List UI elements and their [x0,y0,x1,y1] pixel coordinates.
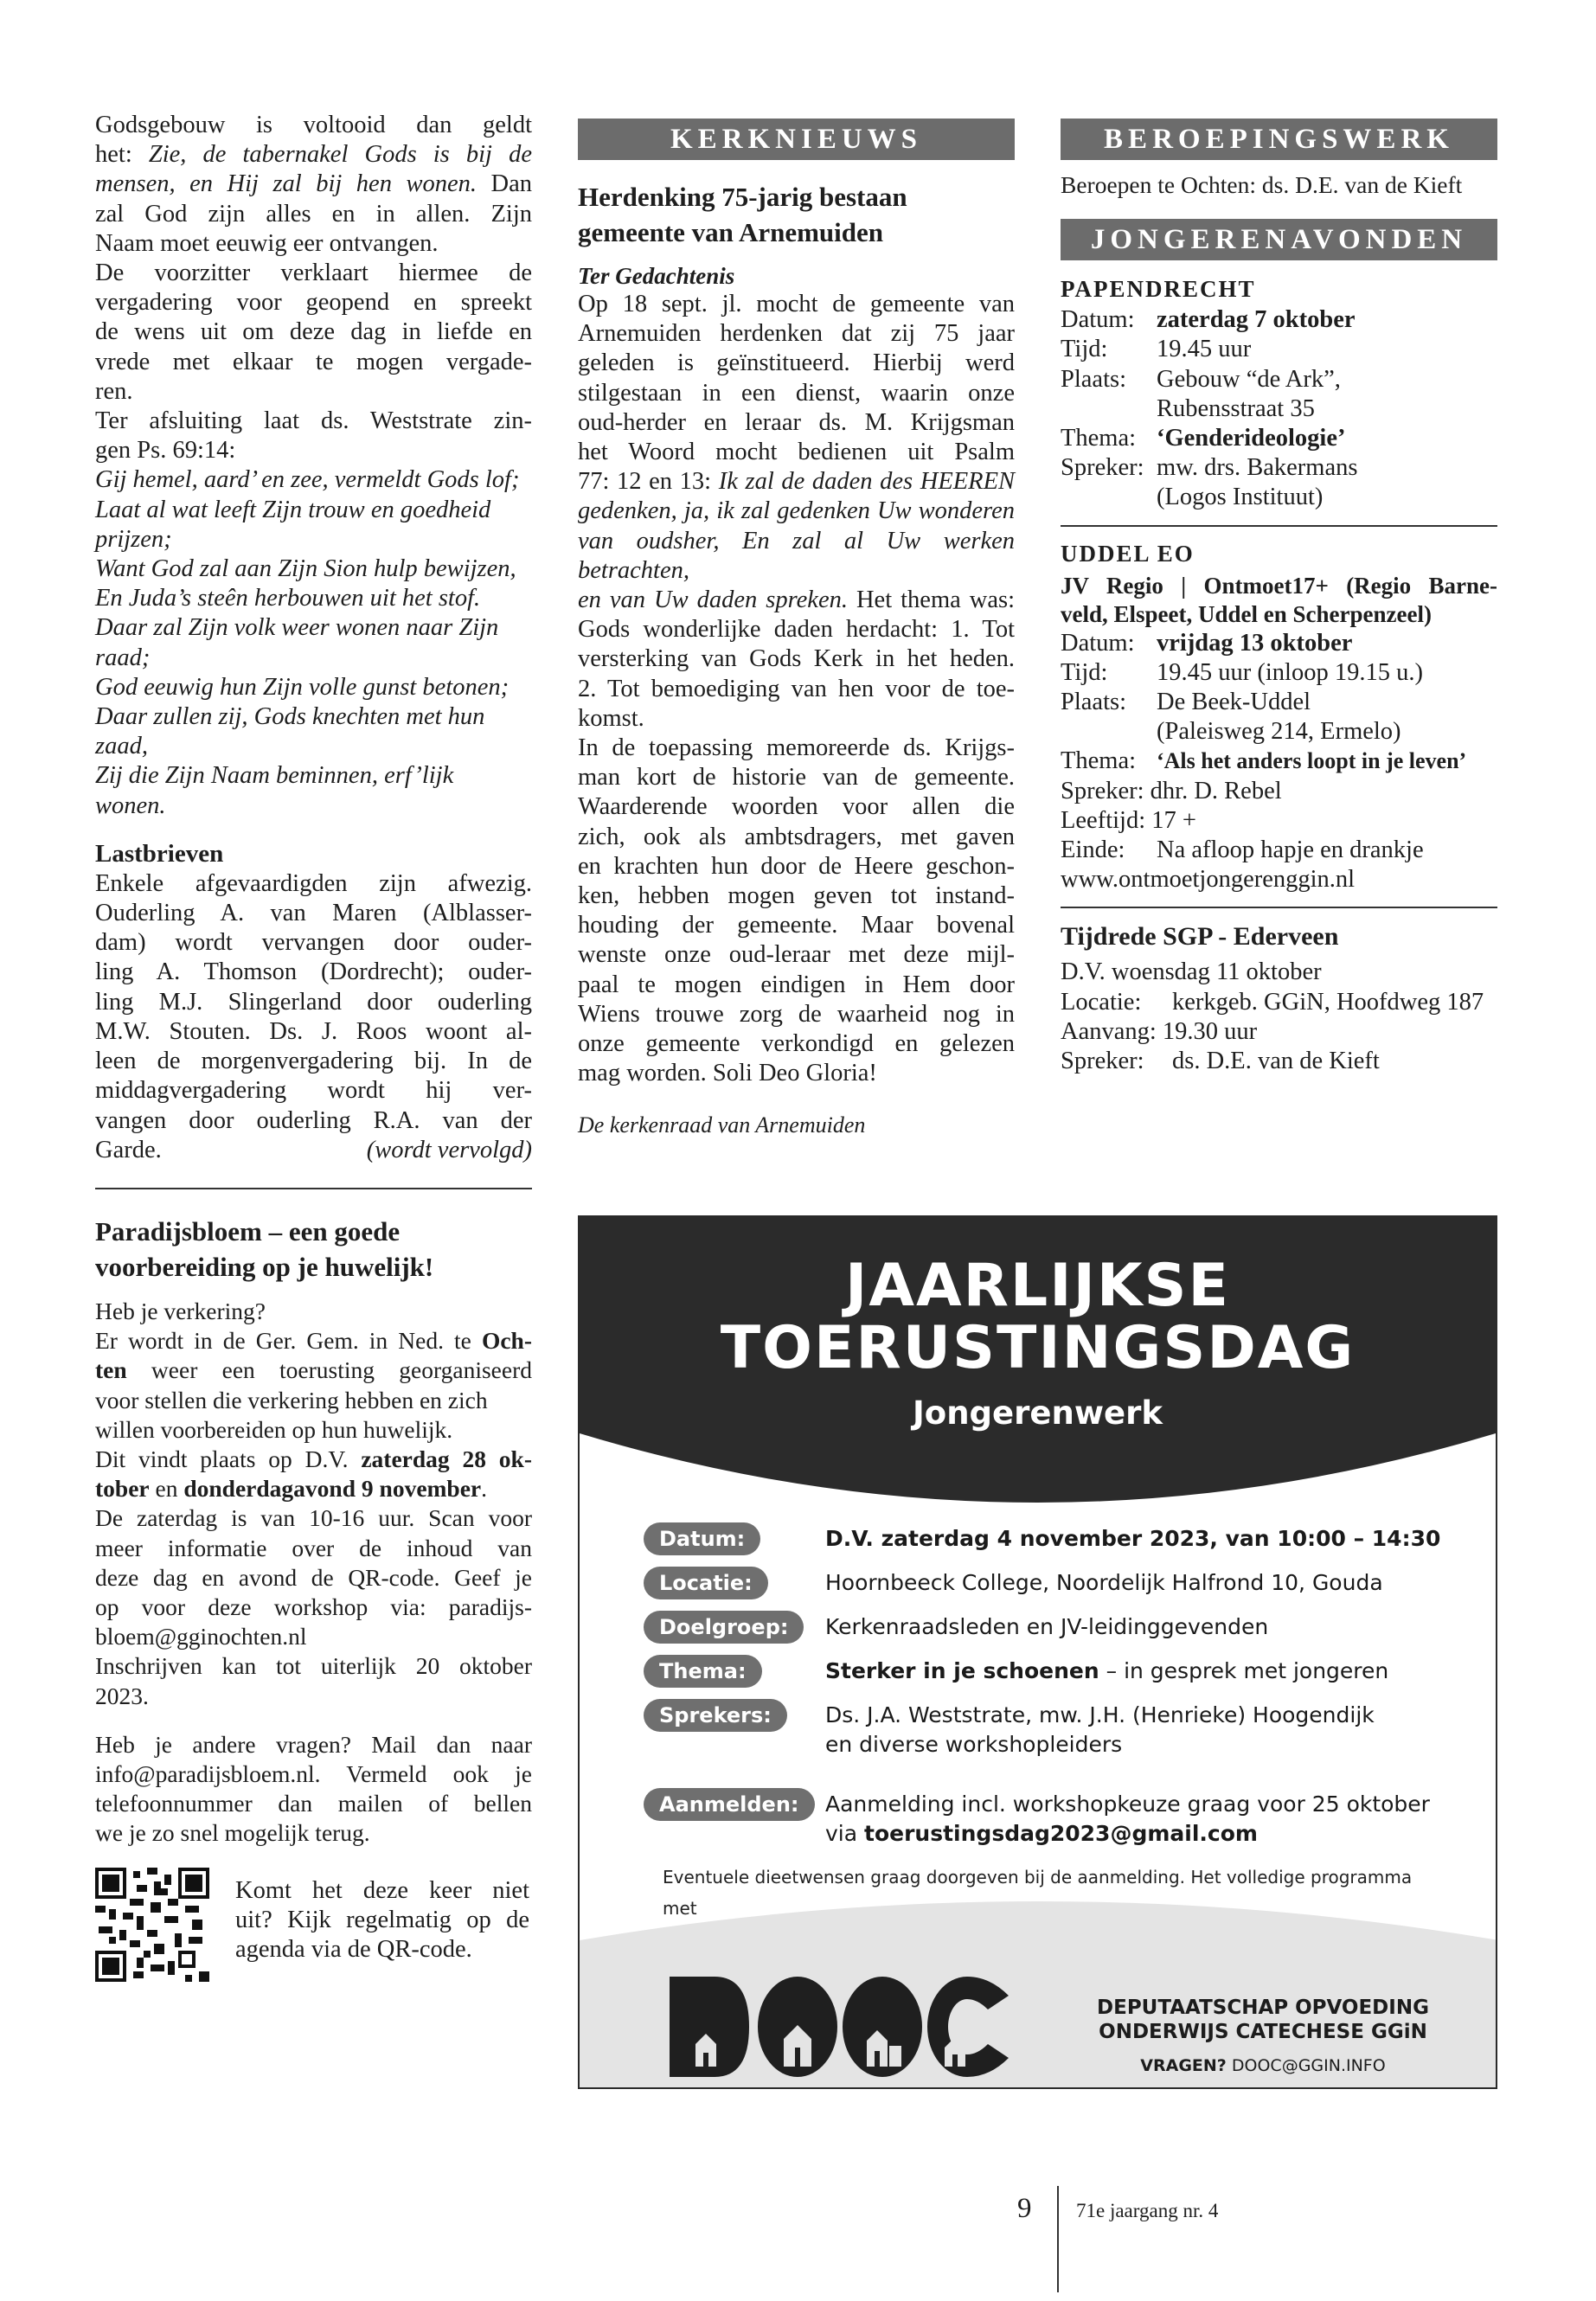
column-left [95,111,532,1982]
text-line: dam) wordt vervangen door ouder- [95,929,532,957]
detail-row: Locatie: kerkgeb. GGiN, Hoofdweg 187 [1061,988,1484,1016]
text-line: uit? Kijk regelmatig op de [235,1906,529,1933]
section-banner-jongerenavonden: JONGERENAVONDEN [1061,219,1497,260]
text-line: Ter afsluiting laat ds. Weststrate zin- [95,407,532,435]
text-line: meer informatie over de inhoud van [95,1534,532,1561]
toerustingsdag-advertisement [578,1215,1497,2089]
lastbrieven-paragraph [95,869,532,1165]
footer-divider [1057,2186,1059,2292]
text-line: God eeuwig hun Zijn volle gunst betonen; [95,673,510,701]
ad-contact [1077,2056,1449,2075]
dooc-logo-icon [670,1977,1009,2077]
text-line: we je zo snel mogelijk terug. [95,1819,370,1847]
text-line: ten weer een toerusting georganiseerd [95,1356,532,1384]
text-line: zaad, [95,733,148,760]
text-line: Daar zullen zij, Gods knechten met hun [95,703,485,731]
text-line: man kort de historie van de gemeente. [578,764,1015,792]
text-line: info@paradijsbloem.nl. Vermeld ook je [95,1759,532,1787]
text-line: willen voorbereiden op hun huwelijk. [95,1415,453,1443]
ad-org-name [1077,1996,1449,2044]
text-line: Er wordt in de Ger. Gem. in Ned. te Och- [95,1327,532,1355]
text-line: onze gemeente verkondigd en gelezen [578,1030,1015,1058]
text-line: gedenken, ja, ik zal gedenken Uw wonderen [578,497,1015,525]
ad-row-thema [644,1655,1478,1689]
detail-row: Leeftijd: 17 + [1061,806,1196,834]
heading-line: gemeente van Arnemuiden [578,217,884,247]
text-line: Gods wonderlijke daden herdacht: 1. Tot [578,616,1015,644]
page-number: 9 [1017,2193,1032,2224]
text-line: leen de morgenvergadering bij. In de [95,1048,532,1075]
tijdrede-details [1061,958,1497,1076]
section-banner-kerknieuws: KERKNIEUWS [578,119,1015,160]
detail-row: Tijd: 19.45 uur [1061,336,1252,363]
ad-row-locatie [644,1567,1478,1601]
text-line: ONDERWIJS CATECHESE GGiN [1099,2021,1427,2043]
label-pill: Datum: [644,1522,760,1555]
text-line: oud-herder en leraar ds. M. Krijgsman [578,408,1015,436]
text-line: gen Ps. 69:14: [95,437,236,465]
row-value: D.V. zaterdag 4 november 2023, van 10:00 – 14:30 [825,1526,1441,1551]
label-pill: Doelgroep: [644,1611,804,1644]
label-pill: Locatie: [644,1567,768,1599]
article-body [578,290,1015,1088]
paradijsbloem-paragraph [95,1297,532,1849]
text-line: op voor deze workshop via: paradijs- [95,1593,532,1620]
text-line: Godsgebouw is voltooid dan geldt [95,112,532,138]
detail-row: Plaats: Gebouw “de Ark”, [1061,365,1341,393]
text-line: stilgestaan in een dienst, waarin onze [578,379,1015,407]
text-line: Dit vindt plaats op D.V. zaterdag 28 ok- [95,1445,532,1472]
detail-row: Einde: Na afloop hapje en drankje [1061,836,1424,864]
row-value: via toerustingsdag2023@gmail.com [825,1821,1258,1846]
qr-caption [235,1876,529,1982]
text-line: 77: 12 en 13: Ik zal de daden des HEEREN [578,468,1015,496]
text-fragment: Garde. [95,1136,162,1163]
detail-row: Aanvang: 19.30 uur [1061,1017,1258,1045]
ad-row-doelgroep [644,1611,1478,1645]
ad-title-line-1: JAARLIJKSE [845,1252,1230,1320]
heading-line: veld, Elspeet, Uddel en Scherpenzeel) [1061,600,1432,627]
heading-line: voorbereiding op je huwelijk! [95,1251,434,1282]
text-line: ling M.J. Slingerland door ouderling [95,988,532,1016]
text-line: zich, ook als ambtsdragers, met gaven [578,823,1015,850]
article-subheading: Ter Gedachtenis [578,263,735,289]
detail-row: (Paleisweg 214, Ermelo) [1157,718,1401,746]
text-line: Enkele afgevaardigden zijn afwezig. [95,869,532,897]
text-line: De zaterdag is van 10-16 uur. Scan voor [95,1504,532,1532]
text-line: 2. Tot bemoediging van hen voor de toe- [578,675,1015,702]
detail-row: Spreker: mw. drs. Bakermans [1061,454,1358,482]
row-value: Kerkenraadsleden en JV-leidinggevenden [825,1614,1269,1639]
label-pill: Aanmelden: [644,1788,815,1821]
text-line: Gij hemel, aard’ en zee, vermeldt Gods lof; [95,466,520,494]
text-line: DEPUTAATSCHAP OPVOEDING [1097,1997,1429,2019]
detail-row: D.V. woensdag 11 oktober [1061,958,1322,986]
label-pill: Thema: [644,1655,762,1688]
ad-row-datum [644,1522,1478,1557]
website-link[interactable]: www.ontmoetjongerenggin.nl [1061,866,1356,894]
text-line: versterking van Gods Kerk in het heden. [578,645,1015,673]
divider [1061,907,1497,908]
text-line: Zij die Zijn Naam beminnen, erf’lijk [95,762,454,790]
text-line: komst. [578,704,644,732]
article-signature: De kerkenraad van Arnemuiden [578,1112,866,1138]
text-line: raad; [95,644,151,671]
text-line: Naam moet eeuwig eer ontvangen. [95,229,439,257]
detail-row: Thema: ‘Genderideologie’ [1061,425,1346,452]
text-line: In de toepassing memoreerde ds. Krijgs- [578,734,1015,762]
detail-row: Thema: ‘Als het anders loopt in je leven’ [1061,747,1467,775]
text-line: tober en donderdagavond 9 november. [95,1475,488,1503]
text-line: Op 18 sept. jl. mocht de gemeente van [578,291,1015,317]
text-line: Laat al wat leeft Zijn trouw en goedheid [95,496,491,523]
section-banner-beroepingswerk: BEROEPINGSWERK [1061,119,1497,160]
heading-line: Paradijsbloem – een goede [95,1215,401,1247]
text-line: middagvergadering wordt hij ver- [95,1077,532,1105]
row-value: en diverse workshopleiders [825,1732,1123,1757]
detail-row: Datum: vrijdag 13 oktober [1061,629,1353,657]
continued-note: (wordt vervolgd) [366,1136,532,1163]
email-link[interactable]: bloem@gginochten.nl [95,1623,307,1650]
text-line: telefoonnummer dan mailen of bellen [95,1790,532,1817]
issue-info: 71e jaargang nr. 4 [1076,2200,1219,2221]
lastbrieven-heading: Lastbrieven [95,839,224,868]
uddel-heading: UDDEL EO [1061,540,1195,567]
text-line: Want God zal aan Zijn Sion hulp bewijzen, [95,555,516,583]
heading-line: JV Regio | Ontmoet17+ (Regio Barne- [1061,572,1497,599]
papendrecht-details [1061,305,1497,512]
text-line: geleden is geïnstitueerd. Hierbij werd [578,349,1015,377]
text-line: M.W. Stouten. Ds. J. Roos woont al- [95,1017,532,1045]
text-line: mensen, en Hij zal bij hen wonen. Dan [95,170,532,198]
ad-row-aanmelden [644,1788,1478,1854]
text-line: mag worden. Soli Deo Gloria! [578,1060,877,1087]
row-value: Aanmelding incl. workshopkeuze graag voor 25 oktober [825,1791,1430,1817]
papendrecht-heading: PAPENDRECHT [1061,276,1256,303]
text-line: Arnemuiden herdenken dat zij 75 jaar [578,320,1015,348]
text-line: Heb je andere vragen? Mail dan naar [95,1730,532,1758]
ad-row-sprekers [644,1699,1478,1765]
article-heading [578,179,1015,250]
ad-subtitle: Jongerenwerk [913,1394,1163,1432]
text-line: Eventuele dieetwensen graag doorgeven bij de aanmelding. Het volledige programma met [663,1867,1413,1919]
email-link[interactable]: toerustingsdag2023@gmail.com [864,1821,1258,1846]
text-line: paal te mogen eindigen in Hem door [578,971,1015,998]
ad-title-line-2: TOERUSTINGSDAG [720,1314,1356,1382]
paradijsbloem-heading [95,1214,532,1285]
text-line: ling A. Thomson (Dordrecht); ouder- [95,958,532,986]
column-right [1061,119,1497,1076]
text-line: van oudsher, En zal al Uw werken betrachten, [578,527,1015,584]
text-line: Ouderling A. van Maren (Alblasser- [95,900,532,927]
detail-row: Rubensstraat 35 [1157,394,1315,422]
uddel-subheading [1061,572,1497,629]
text-line: Komt het deze keer niet [235,1876,529,1904]
detail-row: Tijd: 19.45 uur (inloop 19.15 u.) [1061,658,1423,686]
text-line: wenste onze oud-leraar met deze mijl- [578,941,1015,969]
text-line: Inschrijven kan tot uiterlijk 20 oktober [95,1652,532,1680]
text-line: het Woord mocht bedienen uit Psalm [578,439,1015,466]
text-line: ken, hebben mogen geven tot instand- [578,882,1015,910]
text-line: en krachten hun door de Heere geschon- [578,852,1015,880]
row-value: Sterker in je schoenen – in gesprek met jongeren [825,1658,1389,1683]
text-line: het: Zie, de tabernakel Gods is bij de [95,141,532,169]
text-line: De voorzitter verklaart hiermee de [95,260,532,287]
text-line: ren. [95,377,133,405]
text-line: deze dag en avond de QR-code. Geef je [95,1563,532,1591]
text-line [95,1136,532,1165]
detail-row: Spreker: ds. D.E. van de Kieft [1061,1048,1380,1075]
text-line: agenda via de QR-code. [235,1935,472,1963]
text-line: Heb je verkering? [95,1297,266,1324]
row-value: Ds. J.A. Weststrate, mw. J.H. (Henrieke) Hoogendijk [825,1702,1375,1727]
divider [95,1188,532,1189]
detail-row: (Logos Instituut) [1157,484,1324,511]
text-line: vrede met elkaar te mogen vergade- [95,348,532,375]
detail-row: Datum: zaterdag 7 oktober [1061,306,1356,334]
text-line: voor stellen die verkering hebben en zich [95,1386,488,1413]
intro-paragraph [95,111,532,465]
email-link[interactable]: DOOC@GGIN.INFO [1226,2056,1386,2075]
qr-block [95,1868,532,1982]
detail-row: Spreker: dhr. D. Rebel [1061,777,1282,804]
text-line: vangen door ouderling R.A. van der [95,1106,532,1134]
text-line: Wiens trouwe zorg de waarheid nog in [578,1000,1015,1028]
text-line: wonen. [95,792,166,819]
divider [1061,525,1497,527]
text-line: prijzen; [95,525,172,553]
row-value: Hoornbeeck College, Noordelijk Halfrond 10, Gouda [825,1570,1383,1595]
text-line: vergadering voor geopend en spreekt [95,289,532,317]
text-line: Waarderende woorden voor allen die [578,793,1015,821]
label-pill: Sprekers: [644,1699,787,1732]
text-line: en van Uw daden spreken. Het thema was: [578,586,1015,614]
tijdrede-heading: Tijdrede SGP - Ederveen [1061,922,1339,952]
psalm-quote [95,465,532,820]
text-line: zal God zijn alles en in allen. Zijn [95,200,532,228]
text-line: 2023. [95,1682,149,1709]
column-middle [578,119,1015,1141]
text-line: de wens uit om deze dag in liefde en [95,318,532,346]
contact-label: VRAGEN? [1140,2056,1227,2075]
uddel-details [1061,629,1497,895]
text-line: houding der gemeente. Maar bovenal [578,912,1015,939]
beroepen-text: Beroepen te Ochten: ds. D.E. van de Kieft [1061,171,1463,198]
qr-code-icon[interactable] [95,1868,209,1982]
text-line: En Juda’s steên herbouwen uit het stof. [95,585,481,612]
detail-row: Plaats: De Beek-Uddel [1061,689,1311,716]
text-line: Daar zal Zijn volk weer wonen naar Zijn [95,614,499,642]
heading-line: Herdenking 75-jarig bestaan [578,182,907,212]
